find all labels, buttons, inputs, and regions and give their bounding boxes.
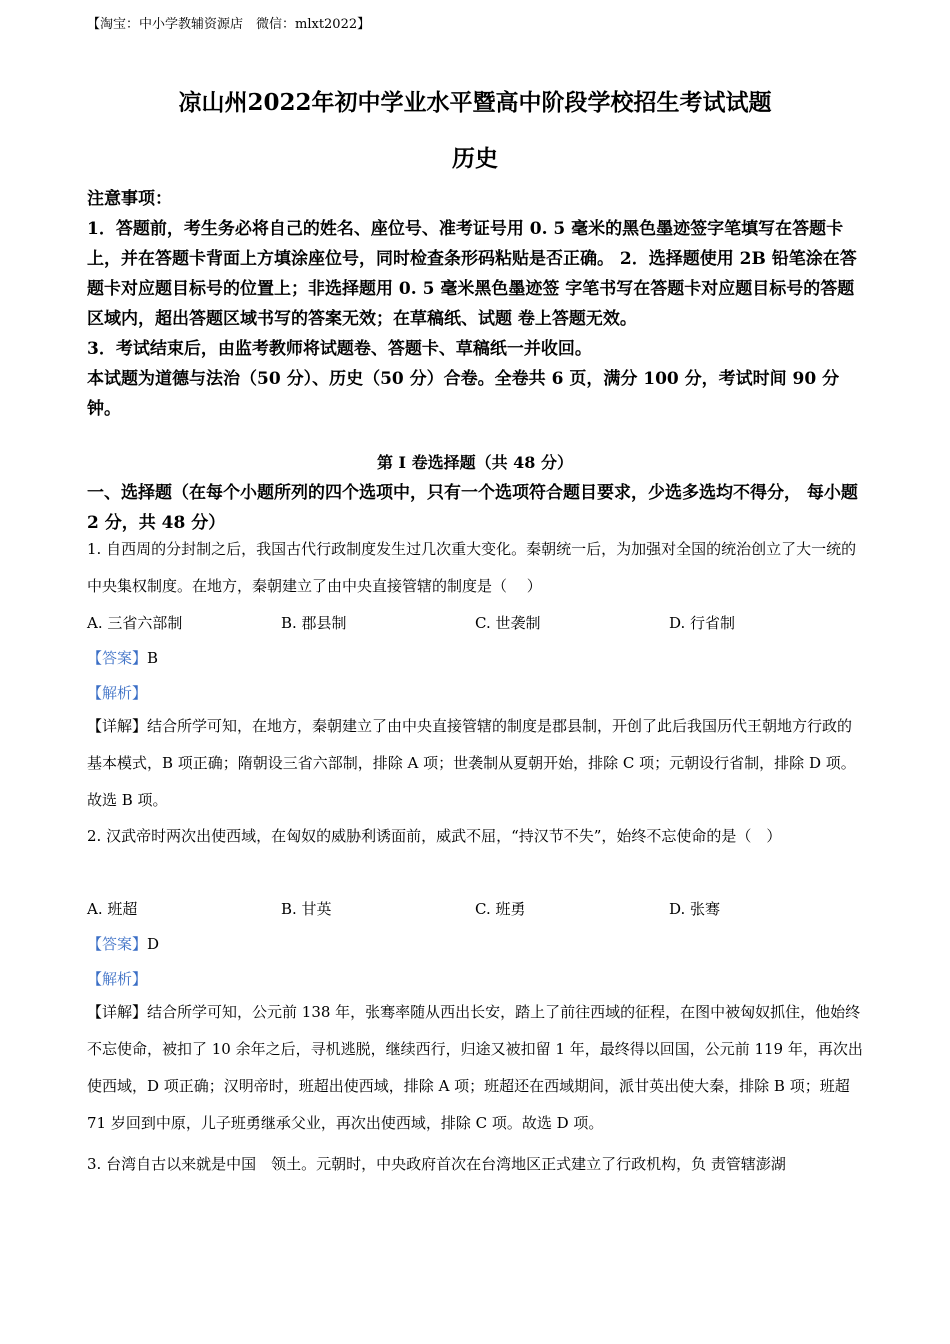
option-a: A. 班超 xyxy=(87,900,138,918)
detail-tag: 【详解】 xyxy=(87,717,148,735)
option-c: C. 班勇 xyxy=(475,900,526,918)
notice-item-4: 本试题为道德与法治（50 分）、历史（50 分）合卷。全卷共 6 页，满分 100 分，考试时间 90 分钟。 xyxy=(87,369,840,419)
section-instruction: 一、选择题（在每个小题所列的四个选项中，只有一个选项符合题目要求，少选多选均不得分， 每小题 2 分，共 48 分） xyxy=(87,483,858,533)
notice-item-1: 1．答题前，考生务必将自己的姓名、座位号、准考证号用 0. 5 毫米的黑色墨迹签字笔填写在答题卡上，并在答题卡背面上方填涂座位号，同时检查条形码粘贴是否正确。 2．选择题使用 2B 铅笔涂在答题卡对应题目标号的位置上；非选择题用 0. 5 毫米黑色墨迹签 字笔书写在答题卡对应题目标号的答题区域内，超出答题区域书写的答案无效；在草稿纸、试题 卷上答题无效。 xyxy=(87,219,857,329)
question-1-answer xyxy=(87,647,158,668)
answer-value: B xyxy=(147,649,159,667)
question-3-stem: 3. 台湾自古以来就是中国 领土。元朝时，中央政府首次在台湾地区正式建立了行政机构，负 责管辖澎湖 xyxy=(87,1155,786,1173)
answer-tag: 【答案】 xyxy=(87,935,148,953)
section-title: 第 I 卷选择题（共 48 分） xyxy=(376,453,574,472)
analysis-tag: 【解析】 xyxy=(87,970,148,988)
notice-block xyxy=(87,184,863,424)
question-1-analysis xyxy=(87,682,147,703)
answer-tag: 【答案】 xyxy=(87,649,148,667)
option-d: D. 行省制 xyxy=(669,614,736,632)
detail-text: 结合所学可知，在地方，秦朝建立了由中央直接管辖的制度是郡县制，开创了此后我国历代王朝地方行政的基本模式，B 项正确；隋朝设三省六部制，排除 A 项；世袭制从夏朝开始，排除 C 项；元朝设行省制，排除 D 项。故选 B 项。 xyxy=(87,717,856,809)
question-2-stem: 2. 汉武帝时两次出使西域，在匈奴的威胁利诱面前，威武不屈，“持汉节不失”，始终不忘使命的是（ ） xyxy=(87,827,782,845)
notice-heading: 注意事项： xyxy=(87,189,172,209)
option-c: C. 世袭制 xyxy=(475,614,541,632)
question-2-options xyxy=(87,898,863,919)
analysis-tag: 【解析】 xyxy=(87,684,148,702)
option-d: D. 张骞 xyxy=(669,900,721,918)
answer-value: D xyxy=(147,935,160,953)
detail-tag: 【详解】 xyxy=(87,1003,148,1021)
page-subtitle: 历史 xyxy=(452,145,498,172)
question-2-detail xyxy=(87,994,863,1142)
question-1-options xyxy=(87,612,863,633)
option-b: B. 郡县制 xyxy=(281,614,347,632)
question-1-detail xyxy=(87,708,863,819)
page-title: 凉山州2022年初中学业水平暨高中阶段学校招生考试试题 xyxy=(178,89,772,116)
question-1-stem: 1. 自西周的分封制之后，我国古代行政制度发生过几次重大变化。秦朝统一后，为加强对全国的统治创立了大一统的中央集权制度。在地方，秦朝建立了由中央直接管辖的制度是（ ） xyxy=(87,540,857,595)
header-note: 【淘宝：中小学教辅资源店 微信：mlxt2022】 xyxy=(87,17,371,32)
question-2-analysis xyxy=(87,968,147,989)
option-b: B. 甘英 xyxy=(281,900,332,918)
notice-item-3: 3．考试结束后，由监考教师将试题卷、答题卡、草稿纸一并收回。 xyxy=(87,339,592,359)
option-a: A. 三省六部制 xyxy=(87,614,183,632)
detail-text: 结合所学可知，公元前 138 年，张骞率随从西出长安，踏上了前往西域的征程，在图中被匈奴抓住，他始终不忘使命，被扣了 10 余年之后，寻机逃脱，继续西行，归途又被扣留 1 年，最终得以回国，公元前 119 年，再次出使西域，D 项正确；汉明帝时，班超出使西域，排除 A 项；班超还在西域期间，派甘英出使大秦，排除 B 项；班超 71 岁回到中原，儿子班勇继承父业，再次出使西域，排除 C 项。故选 D 项。 xyxy=(87,1003,863,1132)
question-2-answer xyxy=(87,933,159,954)
